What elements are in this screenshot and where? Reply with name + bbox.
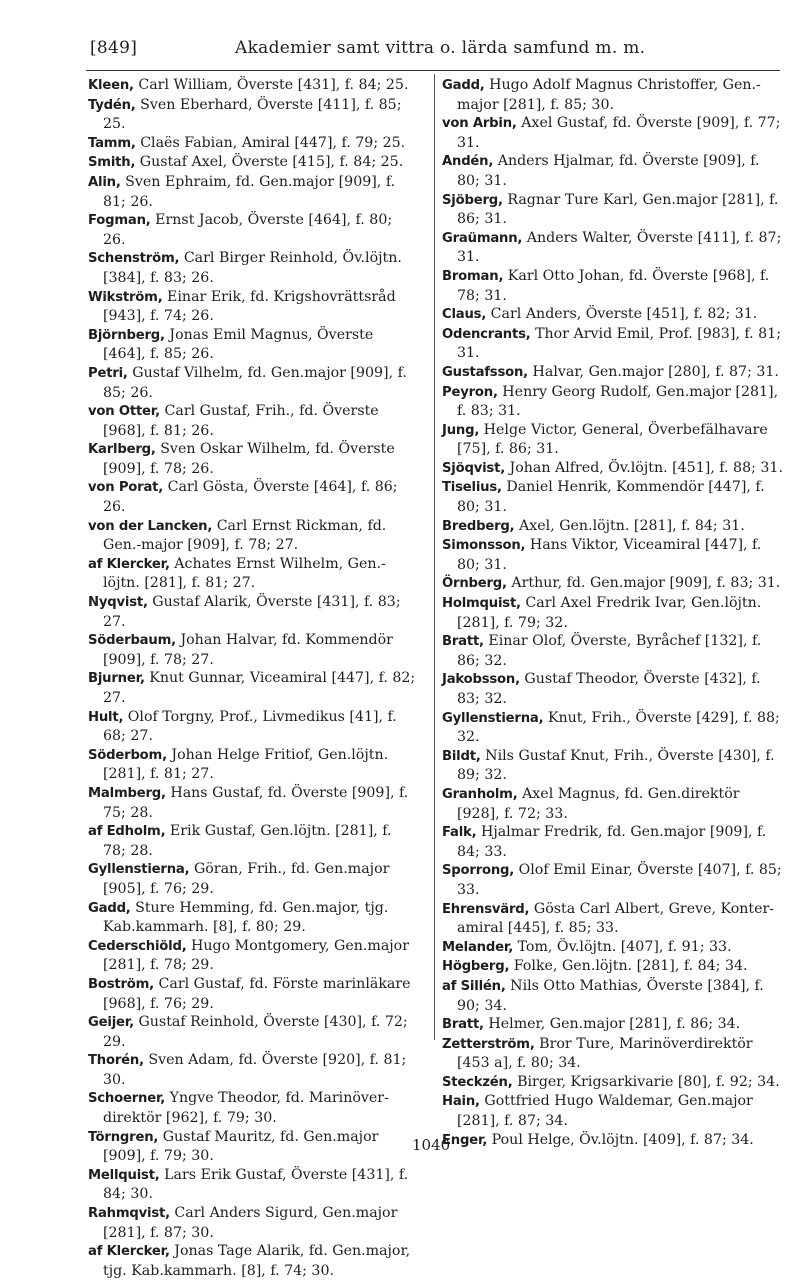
entry-details: Bror Ture, Marinöverdirektör [453 a], f. 80; 34.	[457, 1035, 753, 1072]
entry-name: Tamm,	[88, 135, 136, 151]
list-item	[88, 517, 416, 555]
footer-page-number: 1040	[412, 1136, 451, 1154]
entry-details: Gösta Carl Albert, Greve, Konter-amiral [445], f. 85; 33.	[457, 900, 775, 937]
list-item	[88, 288, 416, 326]
entry-details: Axel, Gen.löjtn. [281], f. 84; 31.	[519, 517, 745, 534]
entry-details: Carl Anders, Överste [451], f. 82; 31.	[490, 306, 758, 323]
entry-name: Malmberg,	[88, 785, 166, 801]
list-item	[88, 76, 416, 96]
entry-name: Wikström,	[88, 289, 163, 305]
entry-name: Granholm,	[442, 786, 518, 802]
list-item	[442, 267, 784, 305]
entry-details: Hjalmar Fredrik, fd. Gen.major [909], f. 84; 33.	[457, 824, 767, 860]
entry-name: Ehrensvärd,	[442, 901, 530, 917]
list-item	[442, 861, 784, 899]
list-item	[88, 364, 416, 402]
entry-name: Enger,	[442, 1132, 488, 1148]
list-item	[442, 977, 784, 1015]
list-item	[442, 152, 784, 190]
list-item	[442, 229, 784, 267]
list-item	[88, 153, 416, 173]
list-item	[88, 478, 416, 516]
entry-name: Andén,	[442, 154, 494, 170]
list-item	[88, 937, 416, 975]
entry-details: Jonas Emil Magnus, Överste [464], f. 85; 26.	[103, 326, 374, 363]
list-item	[442, 383, 784, 421]
entry-name: Karlberg,	[88, 442, 156, 458]
entry-name: Gadd,	[442, 78, 485, 93]
list-item	[88, 1051, 416, 1089]
list-item	[442, 1035, 784, 1073]
list-item	[88, 1128, 416, 1166]
entry-name: Smith,	[88, 155, 136, 171]
entry-name: Bratt,	[442, 634, 484, 650]
entry-name: Tydén,	[88, 97, 136, 113]
entry-details: Sture Hemming, fd. Gen.major, tjg. Kab.kammarh. [8], f. 80; 29.	[103, 899, 389, 936]
entry-details: Anders Hjalmar, fd. Överste [909], f. 80; 31.	[457, 153, 760, 189]
entry-details: Carl Gustaf, Frih., fd. Överste [968], f. 81; 26.	[103, 403, 379, 439]
list-item	[442, 536, 784, 574]
entry-name: Söderbaum,	[88, 633, 176, 649]
list-item	[88, 593, 416, 631]
list-item	[88, 784, 416, 822]
entry-details: Carl Gustaf, fd. Förste marinläkare [968], f. 76; 29.	[103, 975, 411, 1012]
entry-name: Högberg,	[442, 959, 510, 975]
list-item	[88, 96, 416, 134]
entry-name: Hain,	[442, 1094, 480, 1110]
entry-details: Thor Arvid Emil, Prof. [983], f. 81; 31.	[457, 325, 781, 362]
entry-details: Gottfried Hugo Waldemar, Gen.major [281], f. 87; 34.	[457, 1093, 753, 1130]
entry-details: Olof Torgny, Prof., Livmedikus [41], f. 68; 27.	[103, 708, 397, 745]
list-item	[88, 631, 416, 669]
entry-details: Helmer, Gen.major [281], f. 86; 34.	[488, 1016, 741, 1033]
entry-details: Yngve Theodor, fd. Marinöver-direktör [962], f. 79; 30.	[103, 1090, 389, 1127]
list-item	[88, 1166, 416, 1204]
list-item	[442, 632, 784, 670]
entry-name: Simonsson,	[442, 538, 526, 554]
list-item	[442, 76, 784, 114]
entry-name: Thorén,	[88, 1053, 144, 1069]
list-item	[88, 1013, 416, 1051]
entry-details: Carl Axel Fredrik Ivar, Gen.löjtn. [281], f. 79; 32.	[457, 595, 762, 631]
entry-details: Einar Erik, fd. Krigshovrättsråd [943], f. 74; 26.	[103, 288, 396, 325]
entry-details: Gustaf Mauritz, fd. Gen.major [909], f. 79; 30.	[103, 1128, 379, 1165]
entry-details: Daniel Henrik, Kommendör [447], f. 80; 31.	[457, 479, 765, 516]
entry-details: Carl Gösta, Överste [464], f. 86; 26.	[103, 479, 398, 516]
entry-details: Axel Magnus, fd. Gen.direktör [928], f. 72; 33.	[457, 785, 740, 822]
entry-details: Nils Gustaf Knut, Frih., Överste [430], f. 89; 32.	[457, 747, 775, 784]
list-item	[88, 708, 416, 746]
list-item	[442, 594, 784, 632]
list-item	[442, 747, 784, 785]
entry-details: Sven Adam, fd. Överste [920], f. 81; 30.	[103, 1052, 407, 1088]
list-item	[442, 421, 784, 459]
entry-name: Bredberg,	[442, 518, 515, 534]
list-item	[88, 134, 416, 154]
list-item	[88, 975, 416, 1013]
entry-details: Jonas Tage Alarik, fd. Gen.major, tjg. Kab.kammarh. [8], f. 74; 30.	[103, 1243, 411, 1279]
entry-details: Göran, Frih., fd. Gen.major [905], f. 76; 29.	[103, 861, 390, 897]
left-column	[88, 76, 416, 1280]
entry-name: Söderbom,	[88, 747, 167, 763]
entry-name: Broman,	[442, 268, 504, 284]
entry-details: Gustaf Theodor, Överste [432], f. 83; 32.	[457, 671, 761, 707]
entry-name: Gyllenstierna,	[88, 862, 190, 878]
entry-name: af Edholm,	[88, 824, 166, 840]
entry-name: af Klercker,	[88, 1244, 170, 1260]
entry-name: Kleen,	[88, 78, 134, 93]
entry-details: Carl Ernst Rickman, fd. Gen.-major [909], f. 78; 27.	[103, 517, 387, 554]
entry-details: Carl Anders Sigurd, Gen.major [281], f. 87; 30.	[103, 1205, 398, 1241]
list-item	[442, 938, 784, 958]
entry-name: Steckzén,	[442, 1074, 513, 1090]
entry-name: Törngren,	[88, 1129, 159, 1145]
entry-name: von der Lancken,	[88, 518, 213, 534]
entry-name: Bratt,	[442, 1017, 484, 1033]
entry-name: Björnberg,	[88, 327, 165, 343]
entry-details: Anders Walter, Överste [411], f. 87; 31.	[457, 229, 782, 266]
entry-name: Petri,	[88, 365, 128, 381]
list-item	[442, 459, 784, 479]
list-item	[442, 305, 784, 325]
entry-details: Ragnar Ture Karl, Gen.major [281], f. 86; 31.	[457, 191, 779, 228]
entry-details: Nils Otto Mathias, Överste [384], f. 90; 34.	[457, 977, 764, 1014]
entry-name: Gyllenstierna,	[442, 710, 544, 726]
entry-details: Gustaf Vilhelm, fd. Gen.major [909], f. 85; 26.	[103, 364, 407, 401]
list-item	[88, 326, 416, 364]
entry-details: Gustaf Reinhold, Överste [430], f. 72; 29.	[103, 1014, 408, 1050]
entry-details: Birger, Krigsarkivarie [80], f. 92; 34.	[517, 1073, 780, 1090]
entry-details: Hans Viktor, Viceamiral [447], f. 80; 31.	[457, 537, 762, 573]
entry-name: Odencrants,	[442, 326, 531, 342]
header-page-label: [849]	[90, 38, 138, 58]
entry-name: von Otter,	[88, 404, 160, 420]
entry-name: Peyron,	[442, 384, 498, 400]
entry-name: Bjurner,	[88, 671, 145, 687]
entry-name: af Klercker,	[88, 556, 170, 572]
entry-name: Fogman,	[88, 213, 151, 229]
entry-details: Ernst Jacob, Överste [464], f. 80; 26.	[103, 212, 393, 248]
entry-name: Tiselius,	[442, 480, 502, 496]
entry-name: Falk,	[442, 825, 477, 841]
list-item	[442, 1073, 784, 1093]
entry-details: Gustaf Axel, Överste [415], f. 84; 25.	[139, 154, 404, 171]
entry-details: Poul Helge, Öv.löjtn. [409], f. 87; 34.	[491, 1131, 754, 1148]
list-item	[442, 785, 784, 823]
header-rule	[86, 70, 780, 71]
entry-name: Rahmqvist,	[88, 1206, 170, 1222]
entry-details: Hugo Montgomery, Gen.major [281], f. 78; 29.	[103, 937, 409, 974]
list-item	[442, 1092, 784, 1130]
entry-details: Carl William, Överste [431], f. 84; 25.	[138, 77, 409, 93]
entry-details: Sven Eberhard, Överste [411], f. 85; 25.	[103, 96, 402, 133]
list-item	[88, 746, 416, 784]
list-item	[88, 211, 416, 249]
list-item	[442, 709, 784, 747]
entry-details: Hugo Adolf Magnus Christoffer, Gen.-major [281], f. 85; 30.	[457, 77, 761, 113]
list-item	[442, 1015, 784, 1035]
entry-details: Sven Ephraim, fd. Gen.major [909], f. 81; 26.	[103, 173, 396, 210]
entry-details: Folke, Gen.löjtn. [281], f. 84; 34.	[513, 958, 748, 975]
list-item	[442, 900, 784, 938]
header-title: Akademier samt vittra o. lärda samfund m. m.	[235, 38, 646, 58]
list-item	[88, 1204, 416, 1242]
entry-details: Carl Birger Reinhold, Öv.löjtn. [384], f. 83; 26.	[103, 250, 402, 286]
entry-name: Schenström,	[88, 251, 180, 267]
list-item	[442, 957, 784, 977]
entry-details: Johan Helge Fritiof, Gen.löjtn. [281], f. 81; 27.	[103, 746, 389, 783]
entry-details: Johan Halvar, fd. Kommendör [909], f. 78; 27.	[103, 632, 393, 668]
page-header	[90, 38, 780, 64]
entry-name: Jung,	[442, 422, 480, 438]
list-item	[442, 325, 784, 363]
entry-details: Olof Emil Einar, Överste [407], f. 85; 33.	[457, 862, 782, 898]
list-item	[88, 173, 416, 211]
list-item	[88, 669, 416, 707]
entry-details: Gustaf Alarik, Överste [431], f. 83; 27.	[103, 594, 401, 630]
entry-name: Alin,	[88, 174, 121, 190]
entry-details: Claës Fabian, Amiral [447], f. 79; 25.	[140, 134, 406, 151]
entry-name: Hult,	[88, 709, 124, 725]
column-divider	[434, 74, 435, 1040]
list-item	[442, 823, 784, 861]
entry-name: Mellquist,	[88, 1167, 160, 1183]
entry-details: Lars Erik Gustaf, Överste [431], f. 84; 30.	[103, 1166, 409, 1203]
list-item	[442, 574, 784, 594]
right-column	[442, 76, 784, 1150]
list-item	[88, 822, 416, 860]
list-item	[442, 114, 784, 152]
entry-name: Schoerner,	[88, 1091, 166, 1107]
list-item	[442, 363, 784, 383]
list-item	[88, 899, 416, 937]
entry-name: Gadd,	[88, 900, 131, 916]
entry-details: Karl Otto Johan, fd. Överste [968], f. 78; 31.	[457, 267, 770, 304]
entry-details: Helge Victor, General, Överbefälhavare [75], f. 86; 31.	[457, 421, 768, 458]
list-item	[442, 1131, 784, 1151]
entry-name: von Arbin,	[442, 116, 517, 132]
entry-details: Achates Ernst Wilhelm, Gen.-löjtn. [281], f. 81; 27.	[103, 555, 386, 592]
entry-details: Arthur, fd. Gen.major [909], f. 83; 31.	[511, 575, 781, 592]
entry-name: Bildt,	[442, 748, 481, 764]
entry-name: Nyqvist,	[88, 595, 148, 611]
list-item	[442, 517, 784, 537]
entry-details: Hans Gustaf, fd. Överste [909], f. 75; 28.	[103, 784, 409, 821]
list-item	[442, 670, 784, 708]
list-item	[88, 402, 416, 440]
entry-details: Henry Georg Rudolf, Gen.major [281], f. 83; 31.	[457, 383, 779, 420]
list-item	[88, 440, 416, 478]
entry-details: Axel Gustaf, fd. Överste [909], f. 77; 31.	[457, 115, 781, 151]
entry-name: Zetterström,	[442, 1036, 535, 1052]
entry-details: Johan Alfred, Öv.löjtn. [451], f. 88; 31.	[509, 459, 783, 476]
entry-details: Halvar, Gen.major [280], f. 87; 31.	[532, 363, 779, 380]
entry-name: Graümann,	[442, 230, 523, 246]
entry-name: von Porat,	[88, 480, 164, 496]
entry-name: Jakobsson,	[442, 672, 520, 688]
entry-details: Knut, Frih., Överste [429], f. 88; 32.	[457, 709, 780, 746]
entry-name: Holmquist,	[442, 596, 521, 612]
entry-name: Sjöberg,	[442, 192, 503, 208]
list-item	[442, 191, 784, 229]
entry-name: Gustafsson,	[442, 364, 528, 380]
entry-name: Sjöqvist,	[442, 460, 505, 476]
list-item	[88, 860, 416, 898]
list-item	[88, 1089, 416, 1127]
list-item	[88, 1242, 416, 1280]
entry-details: Einar Olof, Överste, Byråchef [132], f. 86; 32.	[457, 633, 762, 669]
entry-name: Claus,	[442, 307, 487, 323]
entry-name: Geijer,	[88, 1015, 134, 1031]
entry-name: Örnberg,	[442, 576, 507, 592]
entry-name: af Sillén,	[442, 978, 506, 994]
list-item	[88, 555, 416, 593]
list-item	[88, 249, 416, 287]
entry-name: Boström,	[88, 976, 154, 992]
entry-details: Erik Gustaf, Gen.löjtn. [281], f. 78; 28.	[103, 823, 392, 859]
list-item	[442, 478, 784, 516]
entry-name: Melander,	[442, 939, 514, 955]
entry-details: Knut Gunnar, Viceamiral [447], f. 82; 27.	[103, 670, 416, 706]
entry-details: Sven Oskar Wilhelm, fd. Överste [909], f. 78; 26.	[103, 441, 395, 477]
entry-name: Cederschiöld,	[88, 938, 187, 954]
entry-details: Tom, Öv.löjtn. [407], f. 91; 33.	[517, 938, 732, 955]
entry-name: Sporrong,	[442, 863, 515, 879]
